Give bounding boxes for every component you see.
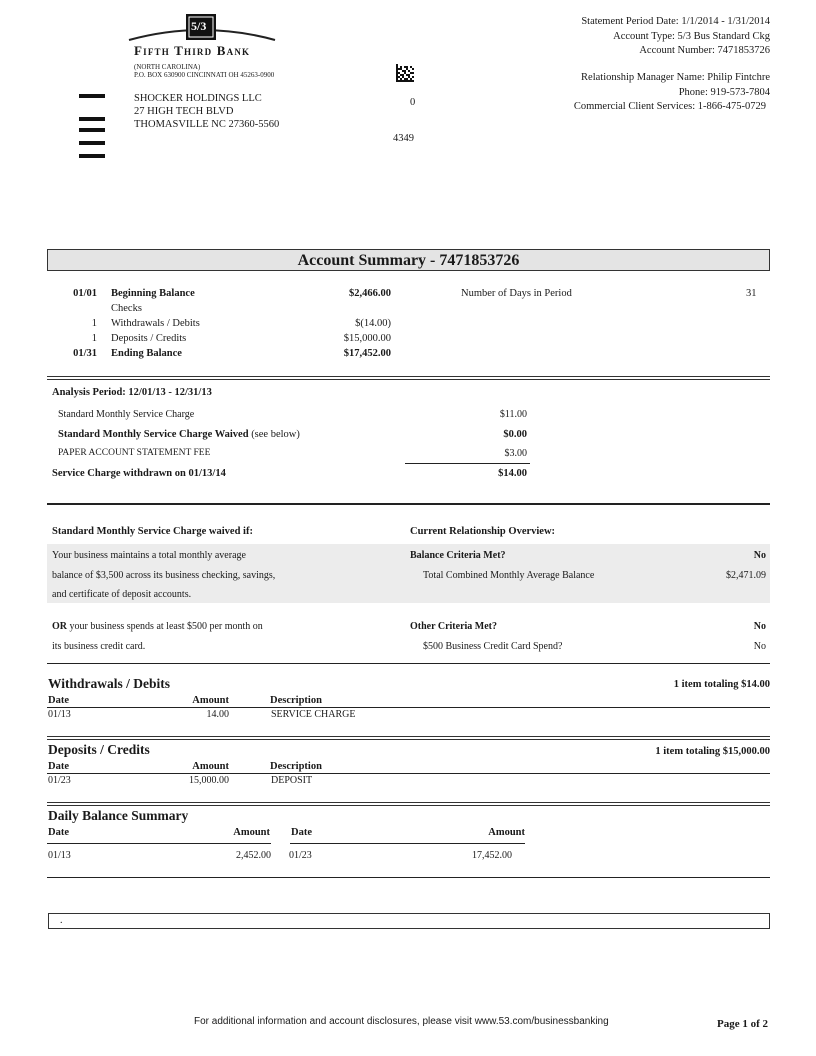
customer-address bbox=[134, 92, 279, 131]
bank-address-line2: P.O. BOX 630900 CINCINNATI OH 45263-0900 bbox=[134, 71, 275, 79]
summary-label: Deposits / Credits bbox=[111, 333, 187, 344]
credit-spend-value: No bbox=[753, 641, 766, 652]
or-text-line1 bbox=[52, 621, 263, 632]
deposits-header-amount: Amount bbox=[192, 761, 229, 772]
deposits-header-description: Description bbox=[270, 761, 322, 772]
other-criteria-label: Other Criteria Met? bbox=[410, 621, 497, 632]
withdrawn-value: $14.00 bbox=[498, 468, 527, 479]
other-criteria-value: No bbox=[753, 621, 766, 632]
or-text-line2: its business credit card. bbox=[52, 641, 146, 652]
header-rule bbox=[47, 707, 770, 708]
combined-balance-label: Total Combined Monthly Average Balance bbox=[423, 570, 595, 581]
mail-code-2: 4349 bbox=[393, 133, 414, 144]
account-type: Account Type: 5/3 Bus Standard Ckg bbox=[613, 30, 770, 42]
waived-value: $0.00 bbox=[503, 429, 527, 440]
daily-date-2: 01/23 bbox=[289, 850, 312, 861]
divider bbox=[47, 663, 770, 664]
manager-phone: Phone: 919-573-7804 bbox=[678, 86, 770, 98]
divider bbox=[47, 736, 770, 740]
mail-code-1: 0 bbox=[410, 97, 416, 108]
divider bbox=[47, 503, 770, 505]
relationship-info bbox=[574, 71, 770, 115]
waiver-text-line1: Your business maintains a total monthly average bbox=[52, 550, 246, 561]
deposit-description: DEPOSIT bbox=[271, 775, 313, 786]
deposit-date: 01/23 bbox=[48, 775, 71, 786]
daily-amount-1: 2,452.00 bbox=[236, 850, 271, 861]
summary-label: Ending Balance bbox=[111, 348, 182, 359]
daily-balance-title: Daily Balance Summary bbox=[48, 808, 189, 823]
days-in-period-label: Number of Days in Period bbox=[461, 288, 572, 299]
bank-name: Fifth Third Bank bbox=[134, 43, 251, 58]
credit-spend-label: $500 Business Credit Card Spend? bbox=[423, 641, 563, 652]
statement-period: Statement Period Date: 1/1/2014 - 1/31/2014 bbox=[581, 16, 770, 27]
account-summary-title: Account Summary - 7471853726 bbox=[297, 252, 520, 269]
summary-amount: $17,452.00 bbox=[343, 348, 391, 359]
divider bbox=[47, 877, 770, 878]
summary-date: 01/01 bbox=[73, 288, 97, 299]
summary-amount: $(14.00) bbox=[355, 318, 391, 329]
deposit-amount: 15,000.00 bbox=[189, 775, 229, 786]
divider bbox=[47, 802, 770, 806]
notice-text: . bbox=[60, 915, 63, 926]
deposits-header-date: Date bbox=[48, 761, 69, 772]
client-services: Commercial Client Services: 1-866-475-0729 bbox=[573, 101, 766, 112]
days-in-period-value: 31 bbox=[746, 288, 757, 299]
customer-street: 27 HIGH TECH BLVD bbox=[134, 106, 234, 117]
withdrawal-description: SERVICE CHARGE bbox=[271, 709, 356, 720]
withdrawals-total: 1 item totaling $14.00 bbox=[673, 679, 770, 690]
or-text: your business spends at least $500 per month on bbox=[67, 621, 263, 632]
deposits-title: Deposits / Credits bbox=[48, 742, 150, 757]
daily-amount-2: 17,452.00 bbox=[472, 850, 512, 861]
or-bold: OR bbox=[52, 621, 67, 632]
page-number: Page 1 of 2 bbox=[716, 1018, 768, 1030]
summary-label: Checks bbox=[111, 303, 142, 314]
customer-name: SHOCKER HOLDINGS LLC bbox=[134, 93, 262, 104]
std-charge-value: $11.00 bbox=[499, 409, 527, 420]
waived-note: (see below) bbox=[251, 429, 300, 440]
daily-header-date-2: Date bbox=[291, 827, 312, 838]
header-rule bbox=[47, 843, 271, 844]
withdrawals-title: Withdrawals / Debits bbox=[48, 676, 171, 691]
withdrawals-header-description: Description bbox=[270, 695, 322, 706]
withdrawal-amount: 14.00 bbox=[206, 709, 229, 720]
bank-address-line1: (NORTH CAROLINA) bbox=[134, 63, 201, 71]
logo-mark-text: 5/3 bbox=[191, 19, 207, 33]
header-rule bbox=[290, 843, 525, 844]
paper-fee-label: PAPER ACCOUNT STATEMENT FEE bbox=[58, 448, 211, 458]
account-summary-banner bbox=[47, 249, 770, 271]
waiver-title: Standard Monthly Service Charge waived if: bbox=[52, 526, 253, 537]
account-number: Account Number: 7471853726 bbox=[639, 45, 770, 56]
footer-disclosure: For additional information and account disclosures, please visit www.53.com/businessbanking bbox=[194, 1016, 609, 1027]
withdrawal-date: 01/13 bbox=[48, 709, 71, 720]
analysis-period-title: Analysis Period: 12/01/13 - 12/31/13 bbox=[52, 387, 212, 398]
balance-criteria-value: No bbox=[753, 550, 766, 561]
withdrawn-label: Service Charge withdrawn on 01/13/14 bbox=[52, 468, 226, 479]
relationship-overview-title: Current Relationship Overview: bbox=[410, 526, 556, 537]
header-rule bbox=[47, 773, 770, 774]
daily-header-amount-1: Amount bbox=[233, 827, 270, 838]
qr-code-icon bbox=[396, 64, 414, 82]
divider bbox=[47, 376, 770, 380]
bank-logo bbox=[127, 12, 277, 60]
summary-amount: $2,466.00 bbox=[349, 288, 391, 299]
balance-criteria-label: Balance Criteria Met? bbox=[410, 550, 506, 561]
withdrawals-header-date: Date bbox=[48, 695, 69, 706]
daily-date-1: 01/13 bbox=[48, 850, 71, 861]
customer-city: THOMASVILLE NC 27360-5560 bbox=[134, 119, 280, 130]
paper-fee-value: $3.00 bbox=[504, 448, 527, 459]
statement-info bbox=[581, 15, 770, 59]
waiver-text-line2: balance of $3,500 across its business checking, savings, bbox=[52, 570, 276, 581]
waiver-text-line3: and certificate of deposit accounts. bbox=[52, 589, 192, 600]
waived-row bbox=[58, 429, 300, 440]
summary-label: Beginning Balance bbox=[111, 288, 195, 299]
summary-amount: $15,000.00 bbox=[343, 333, 391, 344]
waived-label: Standard Monthly Service Charge Waived bbox=[58, 429, 249, 440]
subtotal-line bbox=[405, 463, 530, 464]
std-charge-label: Standard Monthly Service Charge bbox=[58, 409, 195, 420]
summary-label: Withdrawals / Debits bbox=[111, 318, 200, 329]
summary-date: 01/31 bbox=[73, 348, 97, 359]
summary-count: 1 bbox=[91, 333, 97, 344]
combined-balance-value: $2,471.09 bbox=[726, 570, 766, 581]
daily-header-amount-2: Amount bbox=[488, 827, 525, 838]
summary-count: 1 bbox=[91, 318, 97, 329]
daily-header-date-1: Date bbox=[48, 827, 69, 838]
relationship-manager: Relationship Manager Name: Philip Fintchre bbox=[581, 72, 770, 83]
withdrawals-header-amount: Amount bbox=[192, 695, 229, 706]
notice-box bbox=[48, 913, 770, 929]
deposits-total: 1 item totaling $15,000.00 bbox=[655, 746, 770, 757]
